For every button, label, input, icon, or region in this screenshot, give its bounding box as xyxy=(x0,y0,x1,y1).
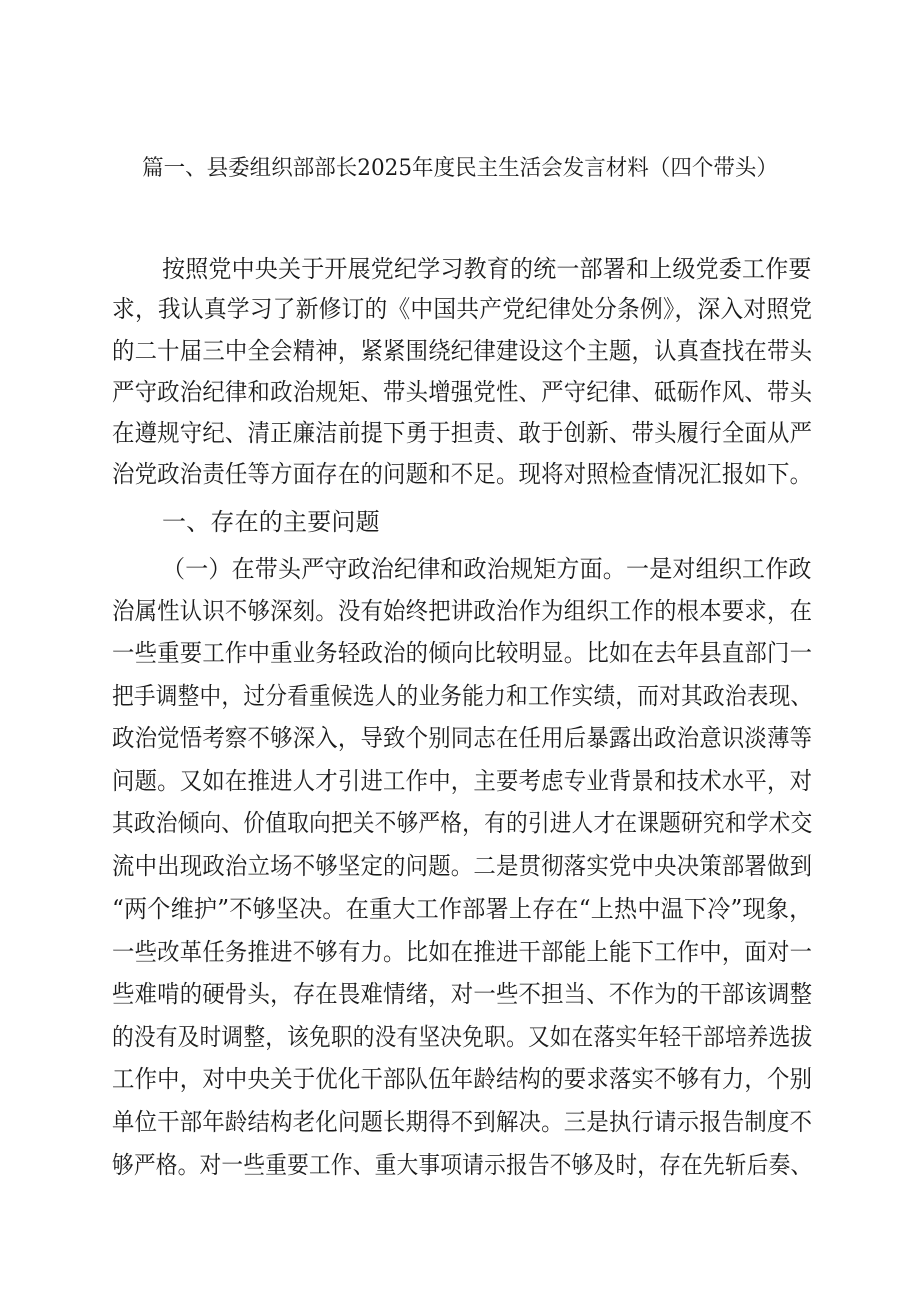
paragraph-line: 一些改革任务推进不够有力。比如在推进干部能上能下工作中，面对一 xyxy=(112,938,813,966)
paragraph-line: 治党政治责任等方面存在的问题和不足。现将对照检查情况汇报如下。 xyxy=(112,460,813,488)
paragraph-line: 的没有及时调整，该免职的没有坚决免职。又如在落实年轻干部培养选拔 xyxy=(112,1023,813,1051)
paragraph-line: 问题。又如在推进人才引进工作中，主要考虑专业背景和技术水平，对 xyxy=(112,767,813,795)
paragraph-line: 单位干部年龄结构老化问题长期得不到解决。三是执行请示报告制度不 xyxy=(112,1108,813,1136)
paragraph-line: 治属性认识不够深刻。没有始终把讲政治作为组织工作的根本要求，在 xyxy=(112,597,813,625)
paragraph-line: 按照党中央关于开展党纪学习教育的统一部署和上级党委工作要 xyxy=(162,255,812,283)
paragraph-line: “两个维护”不够坚决。在重大工作部署上存在“上热中温下冷”现象， xyxy=(112,895,813,923)
paragraph-line: 在遵规守纪、清正廉洁前提下勇于担责、敢于创新、带头履行全面从严 xyxy=(112,419,813,447)
paragraph-line: 的二十届三中全会精神，紧紧围绕纪律建设这个主题，认真查找在带头 xyxy=(112,337,813,365)
paragraph-line: 严守政治纪律和政治规矩、带头增强党性、严守纪律、砥砺作风、带头 xyxy=(112,378,813,406)
paragraph-line: 政治觉悟考察不够深入，导致个别同志在任用后暴露出政治意识淡薄等 xyxy=(112,724,813,752)
paragraph-line: （一）在带头严守政治纪律和政治规矩方面。一是对组织工作政 xyxy=(162,555,812,583)
paragraph-line: 够严格。对一些重要工作、重大事项请示报告不够及时，存在先斩后奏、 xyxy=(112,1151,813,1179)
section-heading: 一、存在的主要问题 xyxy=(162,508,380,536)
paragraph-line: 工作中，对中央关于优化干部队伍年龄结构的要求落实不够有力，个别 xyxy=(112,1065,813,1093)
paragraph-line: 其政治倾向、价值取向把关不够严格，有的引进人才在课题研究和学术交 xyxy=(112,809,813,837)
paragraph-line: 些难啃的硬骨头，存在畏难情绪，对一些不担当、不作为的干部该调整 xyxy=(112,980,813,1008)
paragraph-line: 把手调整中，过分看重候选人的业务能力和工作实绩，而对其政治表现、 xyxy=(112,682,813,710)
paragraph-line: 流中出现政治立场不够坚定的问题。二是贯彻落实党中央决策部署做到 xyxy=(112,852,813,880)
paragraph-line: 一些重要工作中重业务轻政治的倾向比较明显。比如在去年县直部门一 xyxy=(112,639,813,667)
paragraph-line: 求，我认真学习了新修订的《中国共产党纪律处分条例》，深入对照党 xyxy=(112,295,813,323)
document-title: 篇一、县委组织部部长2025年度民主生活会发言材料（四个带头） xyxy=(142,156,778,181)
